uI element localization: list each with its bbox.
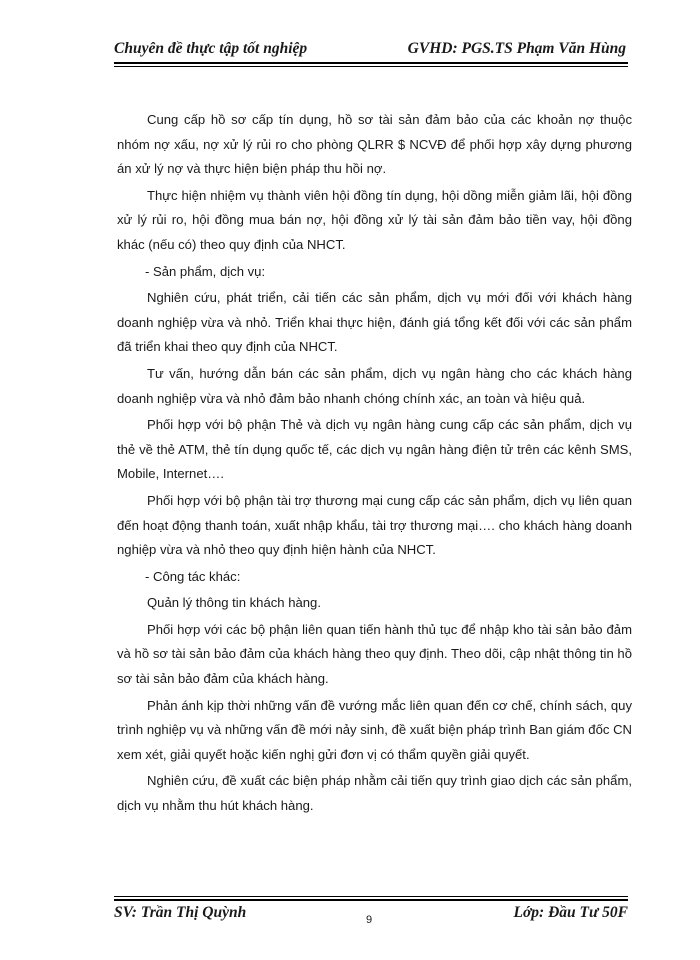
paragraph: Nghiên cứu, đề xuất các biện pháp nhằm cải tiến quy trình giao dịch các sản phẩm, dịch vụ nhằm thu hút khách hàng. [117, 773, 632, 814]
header-title: Chuyên đề thực tập tốt nghiệp [114, 40, 308, 57]
footer-rule-thin [114, 896, 628, 897]
paragraph: Cung cấp hồ sơ cấp tín dụng, hồ sơ tài sản đảm bảo của các khoản nợ thuộc nhóm nợ xấu, nợ xử lý rủi ro cho phòng QLRR $ NCVĐ để phối hợp xây dựng phương án xử lý nợ và thực hiện biện pháp thu hồi nợ. [117, 112, 632, 177]
paragraph: Thực hiện nhiệm vụ thành viên hội đồng tín dụng, hội dồng miễn giảm lãi, hội đồng xử lý rủi ro, hội đồng mua bán nợ, hội đồng xử lý tài sản đảm bảo tiền vay, hội đồng khác (nếu có) theo quy định của NHCT. [117, 187, 632, 252]
paragraph: Tư vấn, hướng dẫn bán các sản phẩm, dịch vụ ngân hàng cho các khách hàng doanh nghiệp vừa và nhỏ đảm bảo nhanh chóng chính xác, an toàn và hiệu quả. [117, 365, 632, 406]
header-rule-thick [114, 62, 628, 64]
paragraph: Phản ánh kịp thời những vấn đề vướng mắc liên quan đến cơ chế, chính sách, quy trình nghiệp vụ và những vấn đề mới nảy sinh, đề xuất biện pháp trình Ban giám đốc CN xem xét, giải quyết hoặc kiến nghị gửi đơn vị có thẩm quyền giải quyết. [117, 697, 632, 762]
header-rule-thin [114, 66, 628, 67]
header-supervisor: GVHD: PGS.TS Phạm Văn Hùng [407, 40, 626, 57]
footer-student: SV: Trần Thị Quỳnh [114, 904, 247, 921]
section-label: - Sản phẩm, dịch vụ: [145, 263, 266, 279]
paragraph: Quản lý thông tin khách hàng. [147, 595, 321, 611]
page-footer [114, 904, 628, 928]
footer-rule-thick [114, 899, 628, 901]
paragraph: Phối hợp với bộ phận Thẻ và dịch vụ ngân hàng cung cấp các sản phẩm, dịch vụ thẻ về thẻ ATM, thẻ tín dụng quốc tế, các dịch vụ ngân hàng điện tử trên các kênh SMS, Mobile, Internet…. [117, 417, 632, 482]
page-number: 9 [366, 914, 373, 926]
paragraph: Nghiên cứu, phát triển, cải tiến các sản phẩm, dịch vụ mới đối với khách hàng doanh nghiệp vừa và nhỏ. Triển khai thực hiện, đánh giá tổng kết đối với các sản phẩm đã triển khai theo quy định của NHCT. [117, 290, 632, 355]
paragraph: Phối hợp với bộ phận tài trợ thương mại cung cấp các sản phẩm, dịch vụ liên quan đến hoạt động thanh toán, xuất nhập khẩu, tài trợ thương mại…. cho khách hàng doanh nghiệp vừa và nhỏ theo quy định hiện hành của NHCT. [117, 492, 632, 558]
page-header [114, 38, 626, 62]
document-body [117, 108, 632, 821]
section-label: - Công tác khác: [145, 568, 241, 584]
footer-class: Lớp: Đầu Tư 50F [513, 904, 628, 921]
paragraph: Phối hợp với các bộ phận liên quan tiến hành thủ tục để nhập kho tài sản bảo đảm và hồ sơ tài sản bảo đảm của khách hàng theo quy định. Theo dõi, cập nhật thông tin hồ sơ tài sản bảo đảm của khách hàng. [117, 621, 632, 687]
